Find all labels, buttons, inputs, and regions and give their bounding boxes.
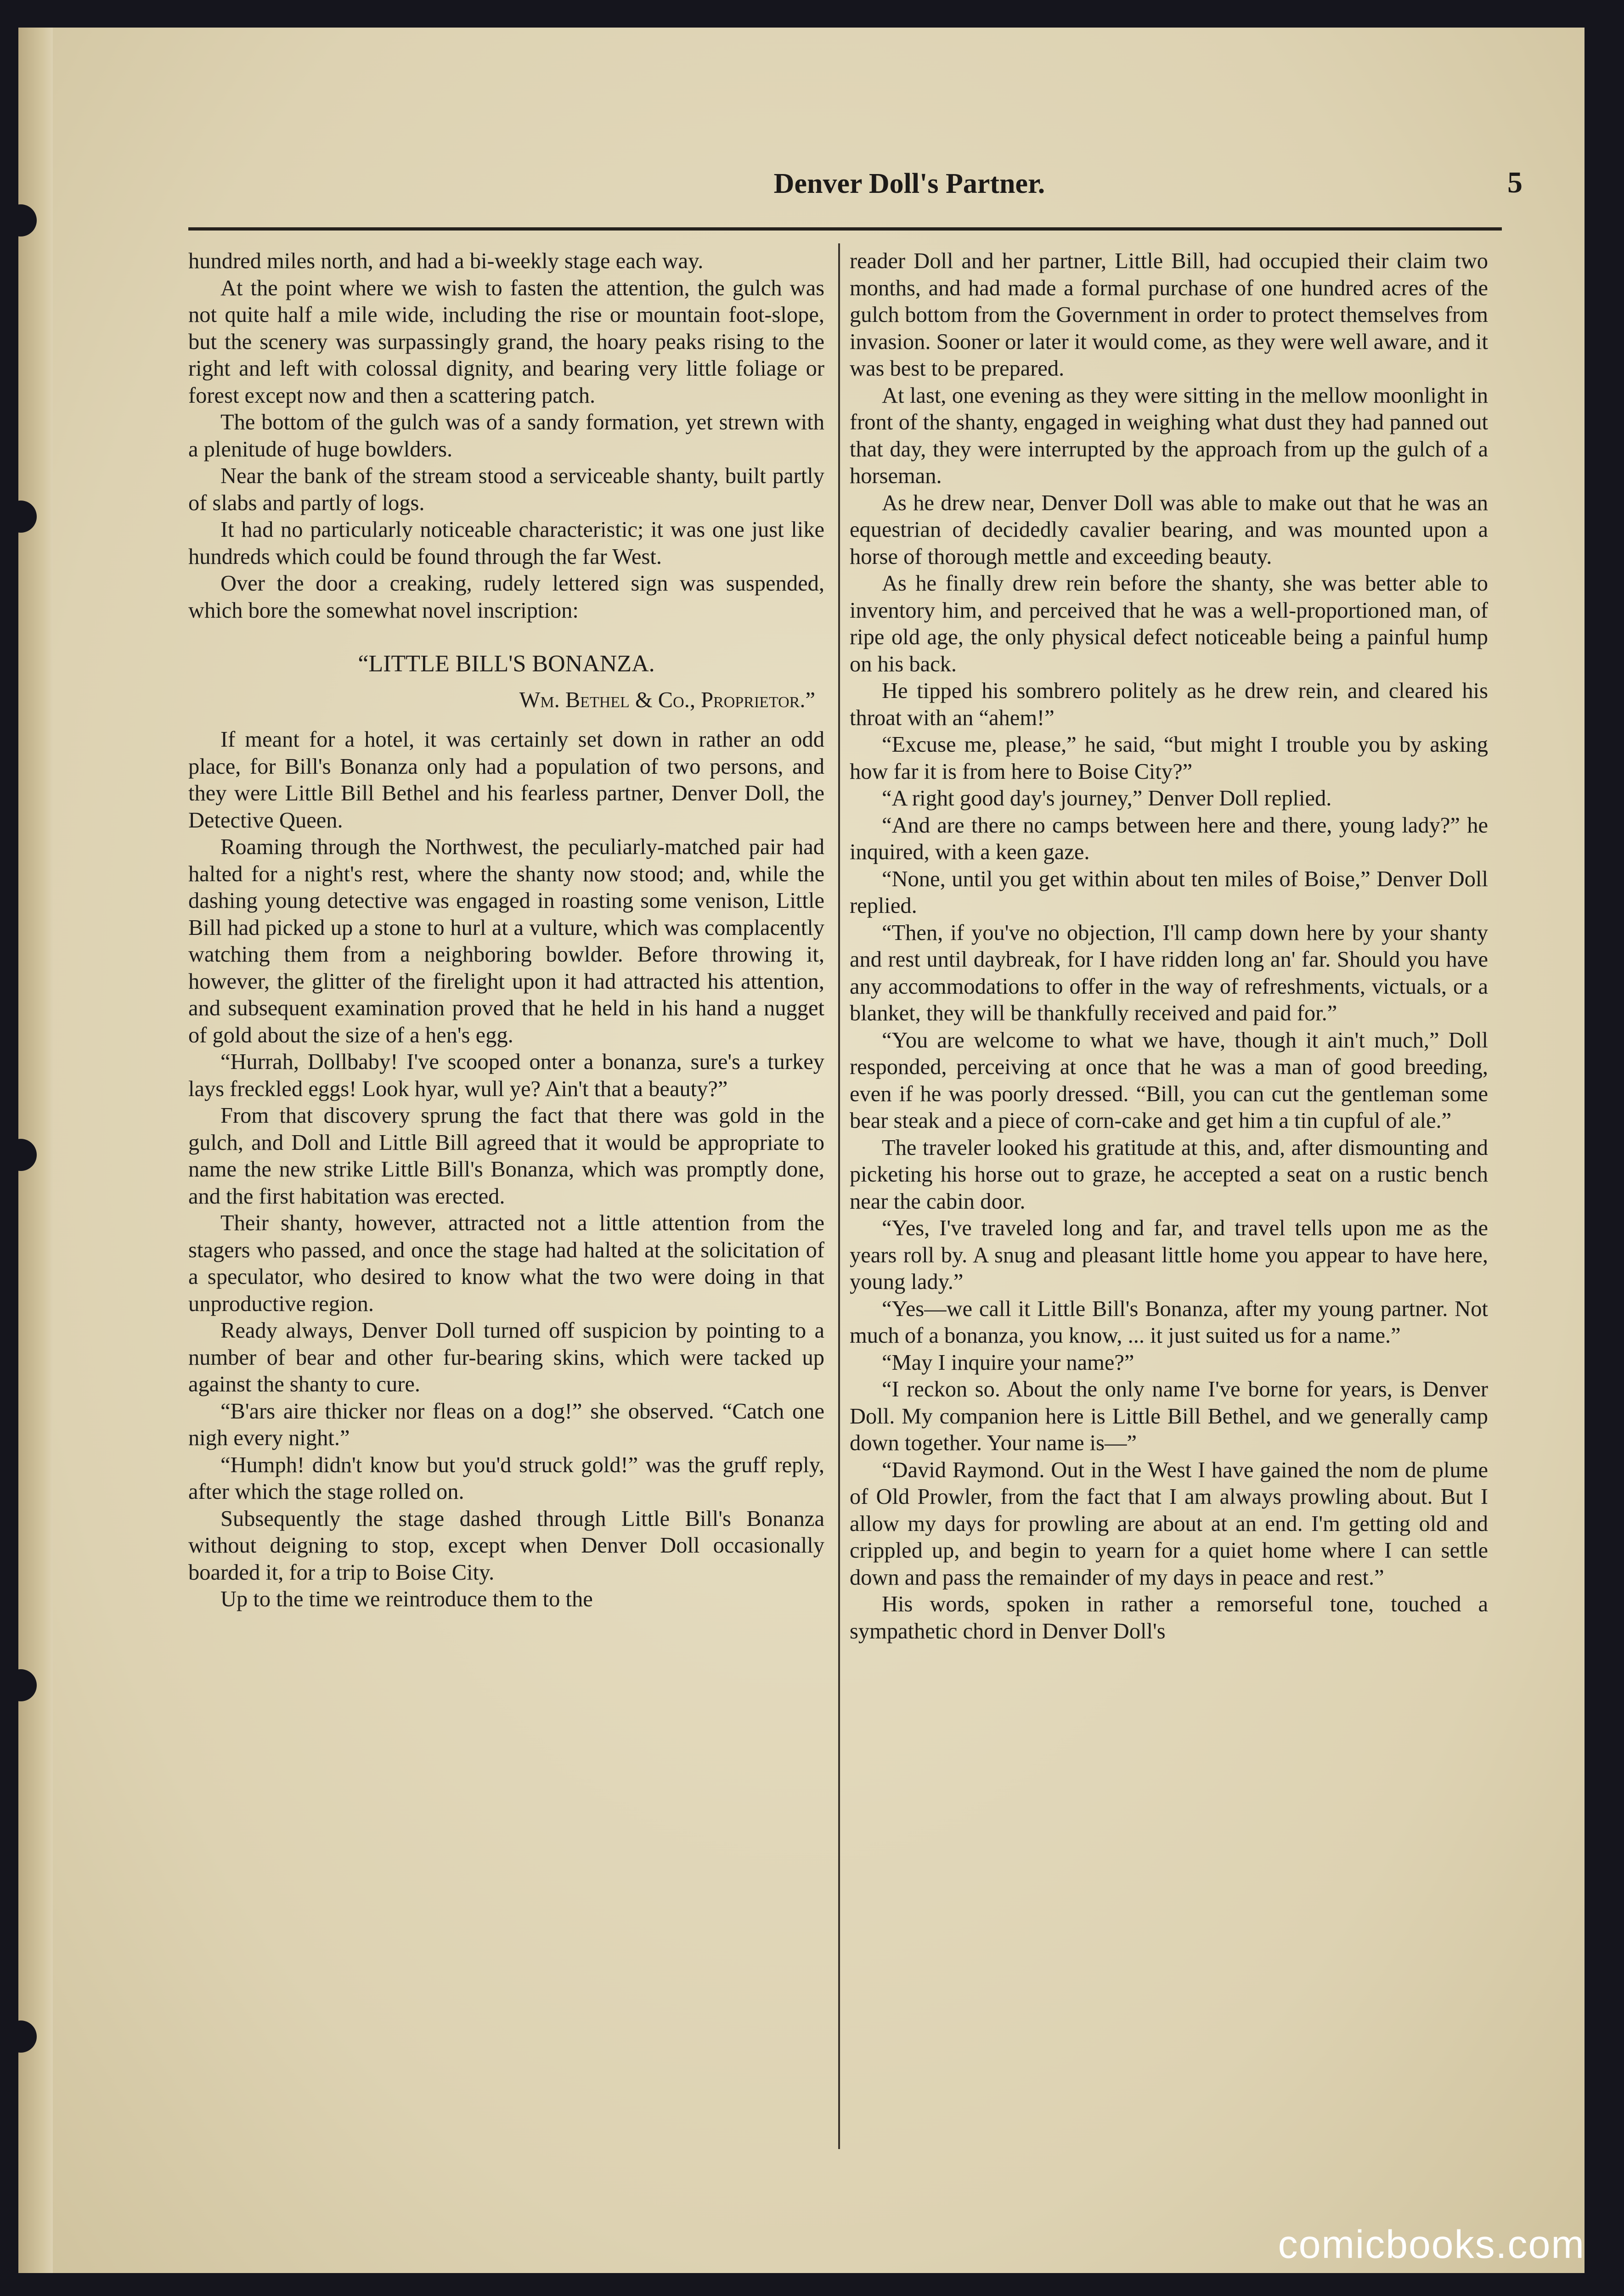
sign-title: “LITTLE BILL'S BONANZA. <box>358 651 655 677</box>
paragraph: “You are welcome to what we have, though it ain't much,” Doll responded, perceiving at once that he was a man of good breeding, even if he was poorly dressed. “Bill, you can cut the gentleman some bear steak and a piece of corn-cake and get him a tin cupful of ale.” <box>850 1028 1488 1133</box>
column-divider <box>838 243 840 2149</box>
paragraph: “Hurrah, Dollbaby! I've scooped onter a bonanza, sure's a turkey lays freckled eggs! Look hyar, wull ye? Ain't that a beauty?” <box>188 1050 824 1101</box>
page-number: 5 <box>1507 166 1522 199</box>
paragraph: From that discovery sprung the fact that there was gold in the gulch, and Doll and Little Bill agreed that it would be appropriate to name the new strike Little Bill's Bonanza, which was promptly done, and the first habitation was erected. <box>188 1103 824 1209</box>
paragraph: “I reckon so. About the only name I've borne for years, is Denver Doll. My companion here is Little Bill Bethel, and we generally camp down together. Your name is—” <box>850 1377 1488 1455</box>
paragraph: Subsequently the stage dashed through Little Bill's Bonanza without deigning to stop, except when Denver Doll occasionally boarded it, for a trip to Boise City. <box>188 1506 824 1585</box>
paragraph: “None, until you get within about ten miles of Boise,” Denver Doll replied. <box>850 867 1488 918</box>
page-header <box>170 145 1522 227</box>
paragraph: It had no particularly noticeable characteristic; it was one just like hundreds which could be found through the far West. <box>188 518 824 569</box>
paragraph: As he drew near, Denver Doll was able to make out that he was an equestrian of decidedly cavalier bearing, and was mounted upon a horse of thorough mettle and exceeding beauty. <box>850 490 1488 569</box>
paragraph: He tipped his sombrero politely as he drew rein, and cleared his throat with an “ahem!” <box>850 679 1488 730</box>
paragraph: As he finally drew rein before the shanty, she was better able to inventory him, and perceived that he was a well-proportioned man, of ripe old age, the only physical defect noticeable being a painful hump on his back. <box>850 571 1488 676</box>
paragraph: “A right good day's journey,” Denver Doll replied. <box>882 786 1332 810</box>
paragraph: hundred miles north, and had a bi-weekly stage each way. <box>188 249 704 273</box>
running-title: Denver Doll's Partner. <box>773 168 1045 199</box>
paragraph: Ready always, Denver Doll turned off suspicion by pointing to a number of bear and other fur-bearing skins, which were tacked up against the shanty to cure. <box>188 1318 824 1396</box>
paragraph: At the point where we wish to fasten the attention, the gulch was not quite half a mile wide, including the rise or mountain foot-slope, but the scenery was surpassingly grand, the hoary peaks rising to the right and left with colossal dignity, and bearing very little foliage or forest except now and then a scattering patch. <box>188 276 824 408</box>
paragraph: “Yes—we call it Little Bill's Bonanza, after my young partner. Not much of a bonanza, you know, ... it just suited us for a name.” <box>850 1296 1488 1348</box>
paragraph: “Yes, I've traveled long and far, and travel tells upon me as the years roll by. A snug and pleasant little home you appear to have here, young lady.” <box>850 1216 1488 1294</box>
paragraph: reader Doll and her partner, Little Bill, had occupied their claim two months, and had made a formal purchase of one hundred acres of the gulch bottom from the Government in order to protect themselves from invasion. Sooner or later it would come, as they were well aware, and it was best to be prepared. <box>850 249 1488 381</box>
paragraph: Their shanty, however, attracted not a little attention from the stagers who passed, and once the stage had halted at the solicitation of a speculator, who desired to know what the two were doing in that unproductive region. <box>188 1211 824 1316</box>
paragraph: “B'ars aire thicker nor fleas on a dog!” she observed. “Catch one nigh every night.” <box>188 1399 824 1450</box>
paragraph: “Excuse me, please,” he said, “but might I trouble you by asking how far it is from here to Boise City?” <box>850 732 1488 784</box>
sign-proprietor: Wm. Bethel & Co., Proprietor.” <box>519 687 815 712</box>
paragraph: The bottom of the gulch was of a sandy formation, yet strewn with a plenitude of huge bowlders. <box>188 410 824 461</box>
paragraph: “David Raymond. Out in the West I have gained the nom de plume of Old Prowler, from the fact that I am always prowling about. But I allow my days for prowling are about at an end. I'm getting old and crippled up, and begin to yearn for a quiet home where I can settle down and pass the remainder of my days in peace and rest.” <box>850 1458 1488 1590</box>
paragraph: “And are there no camps between here and there, young lady?” he inquired, with a keen gaze. <box>850 813 1488 864</box>
left-column <box>188 248 824 1613</box>
paragraph: If meant for a hotel, it was certainly set down in rather an odd place, for Bill's Bonanza only had a population of two persons, and they were Little Bill Bethel and his fearless partner, Denver Doll, the Detective Queen. <box>188 727 824 833</box>
right-column <box>850 248 1488 1645</box>
paragraph: Near the bank of the stream stood a serviceable shanty, built partly of slabs and partly of logs. <box>188 464 824 515</box>
paragraph: “May I inquire your name?” <box>882 1350 1134 1375</box>
paragraph: “Then, if you've no objection, I'll camp down here by your shanty and rest until daybreak, for I have ridden long an' far. Should you have any accommodations to offer in the way of refreshments, victuals, or a blanket, they will be thankfully received and paid for.” <box>850 920 1488 1025</box>
paragraph: Roaming through the Northwest, the peculiarly-matched pair had halted for a night's rest, where the shanty now stood; and, while the dashing young detective was engaged in roasting some venison, Little Bill had picked up a stone to hurl at a vulture, which was complacently watching them from a neighboring bowlder. Before throwing it, however, the glitter of the firelight upon it had attracted his attention, and subsequent examination proved that he held in his hand a nugget of gold about the size of a hen's egg. <box>188 835 824 1047</box>
book-page <box>18 28 1585 2273</box>
paragraph: Up to the time we reintroduce them to the <box>220 1587 593 1611</box>
header-rule <box>188 227 1502 231</box>
paragraph: “Humph! didn't know but you'd struck gold!” was the gruff reply, after which the stage rolled on. <box>188 1452 824 1504</box>
paragraph: The traveler looked his gratitude at this, and, after dismounting and picketing his horse out to graze, he accepted a seat on a rustic bench near the cabin door. <box>850 1135 1488 1214</box>
paragraph: His words, spoken in rather a remorseful tone, touched a sympathetic chord in Denver Doll's <box>850 1592 1488 1643</box>
paragraph: Over the door a creaking, rudely lettered sign was suspended, which bore the somewhat novel inscription: <box>188 571 824 623</box>
site-watermark: comicbooks.com <box>1278 2223 1585 2267</box>
paragraph: At last, one evening as they were sitting in the mellow moonlight in front of the shanty, engaged in weighing what dust they had panned out that day, they were interrupted by the approach from up the gulch of a horseman. <box>850 383 1488 488</box>
